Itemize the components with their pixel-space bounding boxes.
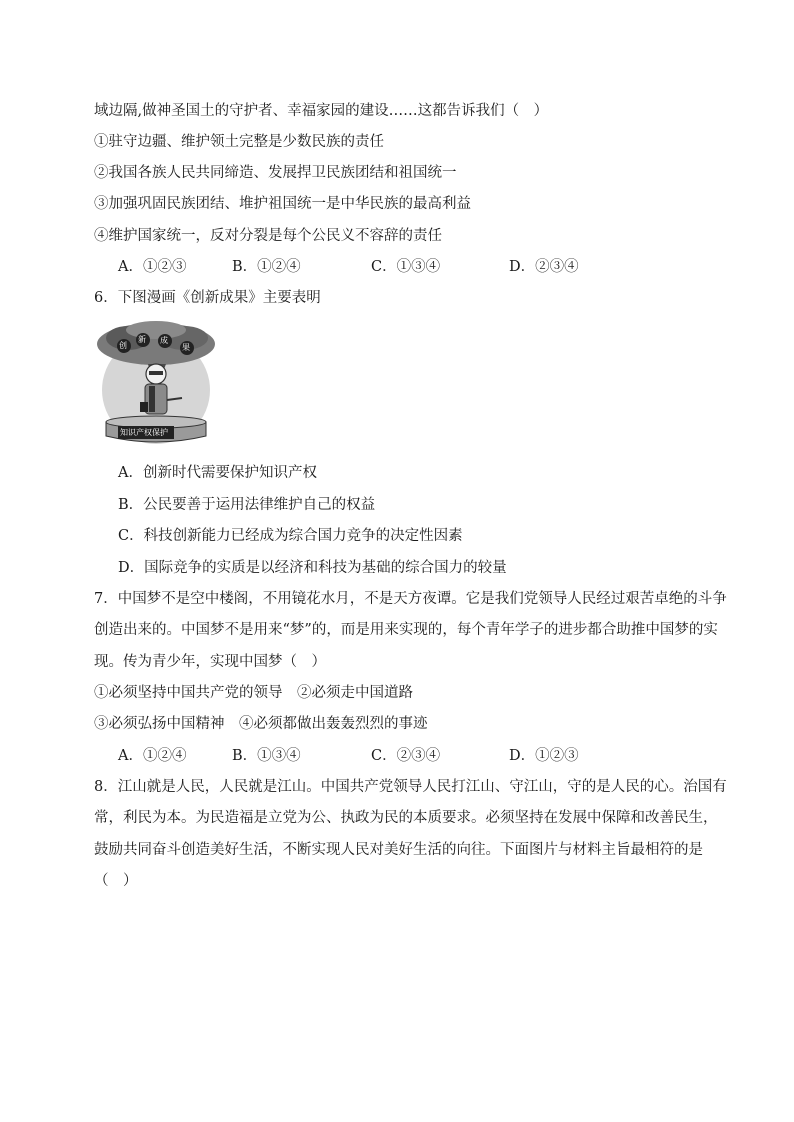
fruit-label-2: 新: [138, 335, 146, 344]
q5-stem-tail: 域边隔,做神圣国土的守护者、幸福家园的建设……这都告诉我们（ ）: [94, 103, 549, 119]
q7-option-a[interactable]: A．①②④: [118, 748, 187, 764]
q7-stem-line-2: 创造出来的。中国梦不是用来“梦”的，而是用来实现的，每个青年学子的进步都合助推中国梦的实: [94, 622, 718, 638]
q6-option-d[interactable]: D．国际竞争的实质是以经济和科技为基础的综合国力的较量: [118, 560, 507, 576]
q5-option-b[interactable]: B．①②④: [232, 259, 301, 275]
q7-option-d[interactable]: D．①②③: [509, 748, 579, 764]
fruit-label-3: 成: [160, 336, 168, 345]
q8-stem-line-2: 常，利民为本。为民造福是立党为公、执政为民的本质要求。必须坚持在发展中保障和改善民生，: [94, 810, 718, 826]
q8-stem-line-1: 8．江山就是人民，人民就是江山。中国共产党领导人民打江山、守江山，守的是人民的心。治国有: [94, 779, 727, 795]
q7-item-1: ①必须坚持中国共产党的领导 ②必须走中国道路: [94, 685, 413, 701]
fruit-label-4: 果: [182, 343, 190, 352]
q7-item-2: ③必须弘扬中国精神 ④必须都做出轰轰烈烈的事迹: [94, 716, 428, 732]
q7-option-b[interactable]: B．①③④: [232, 748, 301, 764]
innovation-cartoon: [94, 318, 219, 453]
q7-stem-line-3: 现。传为青少年，实现中国梦（ ）: [94, 654, 326, 670]
q8-stem-line-3: 鼓励共同奋斗创造美好生活，不断实现人民对美好生活的向往。下面图片与材料主旨最相符的是: [94, 842, 703, 858]
q8-answer-blank: （ ）: [94, 873, 138, 889]
q5-item-2: ②我国各族人民共同缔造、发展捍卫民族团结和祖国统一: [94, 165, 457, 181]
q6-stem: 6．下图漫画《创新成果》主要表明: [94, 290, 321, 306]
q5-option-a[interactable]: A．①②③: [118, 259, 187, 275]
q6-option-c[interactable]: C．科技创新能力已经成为综合国力竞争的决定性因素: [118, 528, 463, 544]
q6-option-a[interactable]: A．创新时代需要保护知识产权: [118, 465, 317, 481]
base-label: 知识产权保护: [120, 428, 168, 437]
q5-option-d[interactable]: D．②③④: [509, 259, 579, 275]
q6-option-b[interactable]: B．公民要善于运用法律维护自己的权益: [118, 497, 376, 513]
fruit-label-1: 创: [119, 341, 127, 350]
q5-item-1: ①驻守边疆、维护领土完整是少数民族的责任: [94, 134, 384, 150]
q5-option-c[interactable]: C．①③④: [371, 259, 441, 275]
q5-item-3: ③加强巩固民族团结、堆护祖国统一是中华民族的最高利益: [94, 196, 471, 212]
q5-item-4: ④维护国家统一，反对分裂是每个公民义不容辞的责任: [94, 228, 442, 244]
q7-option-c[interactable]: C．②③④: [371, 748, 441, 764]
q7-stem-line-1: 7．中国梦不是空中楼阁，不用镜花水月，不是天方夜谭。它是我们党领导人民经过艰苦卓绝的斗争: [94, 591, 727, 607]
